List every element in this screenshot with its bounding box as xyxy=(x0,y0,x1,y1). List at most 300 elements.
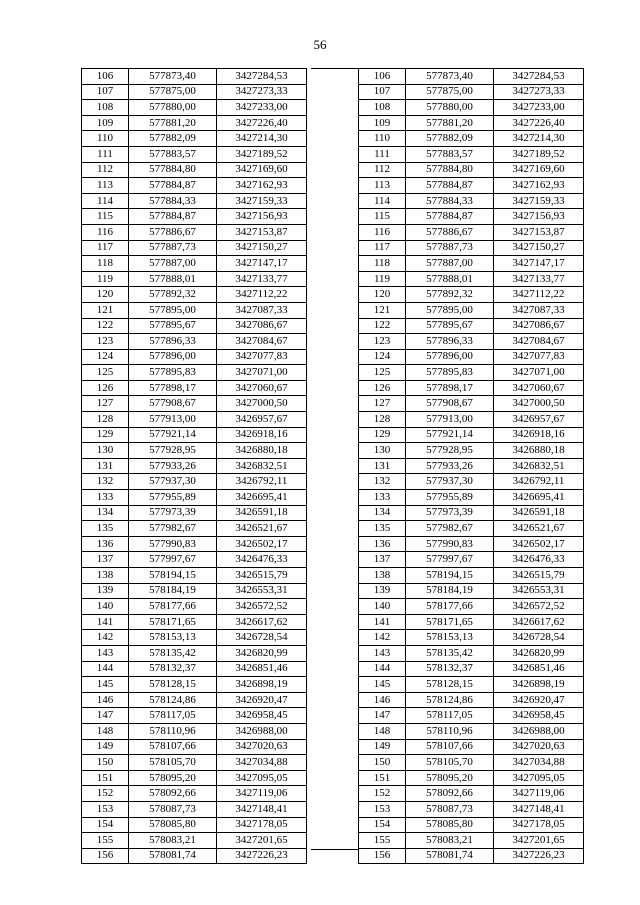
y-coordinate-cell: 3427178,05 xyxy=(494,817,584,833)
x-coordinate-cell: 577884,87 xyxy=(406,209,494,225)
point-number-cell: 129 xyxy=(359,427,406,443)
y-coordinate-cell: 3426617,62 xyxy=(217,614,307,630)
table-row xyxy=(359,677,584,693)
y-coordinate-cell: 3426515,79 xyxy=(217,568,307,584)
point-number-cell: 119 xyxy=(82,271,129,287)
point-number-cell: 146 xyxy=(359,692,406,708)
x-coordinate-cell: 577884,87 xyxy=(129,209,217,225)
y-coordinate-cell: 3427189,52 xyxy=(217,146,307,162)
table-row xyxy=(82,224,307,240)
x-coordinate-cell: 577895,67 xyxy=(129,318,217,334)
x-coordinate-cell: 577875,00 xyxy=(129,84,217,100)
table-row xyxy=(359,396,584,412)
y-coordinate-cell: 3427095,05 xyxy=(494,770,584,786)
table-row xyxy=(82,490,307,506)
x-coordinate-cell: 578184,19 xyxy=(406,583,494,599)
table-row xyxy=(82,817,307,833)
x-coordinate-cell: 577887,73 xyxy=(406,240,494,256)
point-number-cell: 114 xyxy=(359,193,406,209)
x-coordinate-cell: 577990,83 xyxy=(406,536,494,552)
y-coordinate-cell: 3427162,93 xyxy=(494,178,584,194)
table-row xyxy=(82,318,307,334)
y-coordinate-cell: 3427156,93 xyxy=(494,209,584,225)
y-coordinate-cell: 3427153,87 xyxy=(217,224,307,240)
y-coordinate-cell: 3427201,65 xyxy=(217,833,307,849)
table-row xyxy=(359,739,584,755)
table-row xyxy=(82,334,307,350)
x-coordinate-cell: 577892,32 xyxy=(129,287,217,303)
table-row xyxy=(82,443,307,459)
point-number-cell: 139 xyxy=(359,583,406,599)
point-number-cell: 139 xyxy=(82,583,129,599)
x-coordinate-cell: 577928,95 xyxy=(406,443,494,459)
x-coordinate-cell: 578092,66 xyxy=(406,786,494,802)
point-number-cell: 129 xyxy=(82,427,129,443)
table-row xyxy=(82,645,307,661)
y-coordinate-cell: 3427000,50 xyxy=(494,396,584,412)
table-row xyxy=(359,146,584,162)
y-coordinate-cell: 3427273,33 xyxy=(217,84,307,100)
point-number-cell: 152 xyxy=(82,786,129,802)
table-row xyxy=(82,833,307,849)
x-coordinate-cell: 577888,01 xyxy=(129,271,217,287)
x-coordinate-cell: 577892,32 xyxy=(406,287,494,303)
y-coordinate-cell: 3426898,19 xyxy=(494,677,584,693)
y-coordinate-cell: 3427226,23 xyxy=(494,848,584,864)
table-row xyxy=(82,146,307,162)
y-coordinate-cell: 3427148,41 xyxy=(494,801,584,817)
x-coordinate-cell: 577886,67 xyxy=(129,224,217,240)
y-coordinate-cell: 3426851,46 xyxy=(217,661,307,677)
point-number-cell: 125 xyxy=(359,365,406,381)
point-number-cell: 112 xyxy=(359,162,406,178)
x-coordinate-cell: 578083,21 xyxy=(129,833,217,849)
point-number-cell: 151 xyxy=(82,770,129,786)
y-coordinate-cell: 3427233,00 xyxy=(494,100,584,116)
x-coordinate-cell: 578107,66 xyxy=(406,739,494,755)
coordinates-table-left xyxy=(81,68,307,864)
y-coordinate-cell: 3427226,23 xyxy=(217,848,307,864)
x-coordinate-cell: 577880,00 xyxy=(406,100,494,116)
table-row xyxy=(82,302,307,318)
point-number-cell: 114 xyxy=(82,193,129,209)
point-number-cell: 135 xyxy=(82,521,129,537)
x-coordinate-cell: 577881,20 xyxy=(129,115,217,131)
table-row xyxy=(82,770,307,786)
point-number-cell: 155 xyxy=(82,833,129,849)
table-row xyxy=(82,755,307,771)
x-coordinate-cell: 578085,80 xyxy=(406,817,494,833)
x-coordinate-cell: 577928,95 xyxy=(129,443,217,459)
y-coordinate-cell: 3427162,93 xyxy=(217,178,307,194)
point-number-cell: 142 xyxy=(359,630,406,646)
y-coordinate-cell: 3427112,22 xyxy=(494,287,584,303)
table-row xyxy=(359,692,584,708)
point-number-cell: 118 xyxy=(82,256,129,272)
y-coordinate-cell: 3427273,33 xyxy=(494,84,584,100)
y-coordinate-cell: 3426515,79 xyxy=(494,568,584,584)
y-coordinate-cell: 3426728,54 xyxy=(494,630,584,646)
y-coordinate-cell: 3427214,30 xyxy=(494,131,584,147)
y-coordinate-cell: 3427077,83 xyxy=(494,349,584,365)
y-coordinate-cell: 3426572,52 xyxy=(494,599,584,615)
x-coordinate-cell: 577873,40 xyxy=(129,69,217,85)
y-coordinate-cell: 3426792,11 xyxy=(494,474,584,490)
y-coordinate-cell: 3427077,83 xyxy=(217,349,307,365)
x-coordinate-cell: 578194,15 xyxy=(406,568,494,584)
y-coordinate-cell: 3426851,46 xyxy=(494,661,584,677)
table-row xyxy=(359,69,584,85)
x-coordinate-cell: 578194,15 xyxy=(129,568,217,584)
point-number-cell: 136 xyxy=(82,536,129,552)
y-coordinate-cell: 3426898,19 xyxy=(217,677,307,693)
point-number-cell: 116 xyxy=(82,224,129,240)
y-coordinate-cell: 3426920,47 xyxy=(217,692,307,708)
point-number-cell: 115 xyxy=(82,209,129,225)
table-row xyxy=(82,599,307,615)
point-number-cell: 148 xyxy=(82,723,129,739)
point-number-cell: 119 xyxy=(359,271,406,287)
point-number-cell: 126 xyxy=(359,380,406,396)
y-coordinate-cell: 3427112,22 xyxy=(217,287,307,303)
point-number-cell: 156 xyxy=(82,848,129,864)
y-coordinate-cell: 3427150,27 xyxy=(494,240,584,256)
point-number-cell: 142 xyxy=(82,630,129,646)
point-number-cell: 147 xyxy=(359,708,406,724)
x-coordinate-cell: 577982,67 xyxy=(129,521,217,537)
table-row xyxy=(82,458,307,474)
point-number-cell: 153 xyxy=(82,801,129,817)
point-number-cell: 149 xyxy=(82,739,129,755)
y-coordinate-cell: 3427087,33 xyxy=(217,302,307,318)
table-row xyxy=(359,334,584,350)
table-row xyxy=(359,848,584,864)
x-coordinate-cell: 578087,73 xyxy=(129,801,217,817)
table-row xyxy=(359,833,584,849)
table-row xyxy=(359,115,584,131)
y-coordinate-cell: 3427000,50 xyxy=(217,396,307,412)
x-coordinate-cell: 578110,96 xyxy=(129,723,217,739)
table-row xyxy=(82,84,307,100)
x-coordinate-cell: 577884,33 xyxy=(129,193,217,209)
point-number-cell: 133 xyxy=(82,490,129,506)
point-number-cell: 128 xyxy=(82,412,129,428)
y-coordinate-cell: 3427169,60 xyxy=(217,162,307,178)
table-row xyxy=(359,583,584,599)
x-coordinate-cell: 578105,70 xyxy=(129,755,217,771)
point-number-cell: 155 xyxy=(359,833,406,849)
table-row xyxy=(359,708,584,724)
table-row xyxy=(359,349,584,365)
y-coordinate-cell: 3427226,40 xyxy=(494,115,584,131)
y-coordinate-cell: 3426553,31 xyxy=(217,583,307,599)
y-coordinate-cell: 3426988,00 xyxy=(494,723,584,739)
table-row xyxy=(82,536,307,552)
y-coordinate-cell: 3427119,06 xyxy=(494,786,584,802)
x-coordinate-cell: 578081,74 xyxy=(129,848,217,864)
x-coordinate-cell: 577883,57 xyxy=(406,146,494,162)
point-number-cell: 137 xyxy=(82,552,129,568)
table-row xyxy=(359,755,584,771)
y-coordinate-cell: 3426820,99 xyxy=(494,645,584,661)
x-coordinate-cell: 577875,00 xyxy=(406,84,494,100)
x-coordinate-cell: 578087,73 xyxy=(406,801,494,817)
x-coordinate-cell: 578105,70 xyxy=(406,755,494,771)
y-coordinate-cell: 3427147,17 xyxy=(217,256,307,272)
x-coordinate-cell: 577955,89 xyxy=(129,490,217,506)
point-number-cell: 120 xyxy=(82,287,129,303)
x-coordinate-cell: 577982,67 xyxy=(406,521,494,537)
x-coordinate-cell: 577884,80 xyxy=(129,162,217,178)
point-number-cell: 134 xyxy=(82,505,129,521)
point-number-cell: 113 xyxy=(359,178,406,194)
point-number-cell: 117 xyxy=(359,240,406,256)
y-coordinate-cell: 3427119,06 xyxy=(217,786,307,802)
x-coordinate-cell: 577880,00 xyxy=(129,100,217,116)
y-coordinate-cell: 3427071,00 xyxy=(494,365,584,381)
y-coordinate-cell: 3426832,51 xyxy=(494,458,584,474)
point-number-cell: 120 xyxy=(359,287,406,303)
x-coordinate-cell: 578085,80 xyxy=(129,817,217,833)
x-coordinate-cell: 577973,39 xyxy=(406,505,494,521)
point-number-cell: 111 xyxy=(359,146,406,162)
y-coordinate-cell: 3427226,40 xyxy=(217,115,307,131)
x-coordinate-cell: 578128,15 xyxy=(406,677,494,693)
x-coordinate-cell: 578177,66 xyxy=(129,599,217,615)
x-coordinate-cell: 577913,00 xyxy=(406,412,494,428)
x-coordinate-cell: 578177,66 xyxy=(406,599,494,615)
x-coordinate-cell: 577887,00 xyxy=(406,256,494,272)
table-row xyxy=(82,271,307,287)
table-row xyxy=(82,396,307,412)
y-coordinate-cell: 3426591,18 xyxy=(217,505,307,521)
y-coordinate-cell: 3427133,77 xyxy=(494,271,584,287)
table-row xyxy=(359,209,584,225)
table-row xyxy=(82,380,307,396)
y-coordinate-cell: 3427087,33 xyxy=(494,302,584,318)
x-coordinate-cell: 578092,66 xyxy=(129,786,217,802)
x-coordinate-cell: 578171,65 xyxy=(129,614,217,630)
y-coordinate-cell: 3427150,27 xyxy=(217,240,307,256)
x-coordinate-cell: 577883,57 xyxy=(129,146,217,162)
x-coordinate-cell: 577888,01 xyxy=(406,271,494,287)
x-coordinate-cell: 578153,13 xyxy=(406,630,494,646)
table-row xyxy=(82,801,307,817)
y-coordinate-cell: 3426957,67 xyxy=(494,412,584,428)
table-row xyxy=(82,552,307,568)
y-coordinate-cell: 3427189,52 xyxy=(494,146,584,162)
x-coordinate-cell: 577913,00 xyxy=(129,412,217,428)
y-coordinate-cell: 3426502,17 xyxy=(217,536,307,552)
x-coordinate-cell: 577933,26 xyxy=(129,458,217,474)
x-coordinate-cell: 578171,65 xyxy=(406,614,494,630)
y-coordinate-cell: 3426920,47 xyxy=(494,692,584,708)
y-coordinate-cell: 3427034,88 xyxy=(217,755,307,771)
y-coordinate-cell: 3426918,16 xyxy=(217,427,307,443)
x-coordinate-cell: 577973,39 xyxy=(129,505,217,521)
x-coordinate-cell: 577887,73 xyxy=(129,240,217,256)
table-row xyxy=(82,287,307,303)
point-number-cell: 130 xyxy=(359,443,406,459)
y-coordinate-cell: 3427148,41 xyxy=(217,801,307,817)
table-row xyxy=(359,318,584,334)
x-coordinate-cell: 577884,33 xyxy=(406,193,494,209)
point-number-cell: 153 xyxy=(359,801,406,817)
point-number-cell: 138 xyxy=(82,568,129,584)
y-coordinate-cell: 3426880,18 xyxy=(494,443,584,459)
x-coordinate-cell: 577886,67 xyxy=(406,224,494,240)
table-row xyxy=(359,645,584,661)
y-coordinate-cell: 3426820,99 xyxy=(217,645,307,661)
table-row xyxy=(359,630,584,646)
x-coordinate-cell: 578095,20 xyxy=(129,770,217,786)
x-coordinate-cell: 577896,33 xyxy=(406,334,494,350)
x-coordinate-cell: 578135,42 xyxy=(129,645,217,661)
y-coordinate-cell: 3427060,67 xyxy=(217,380,307,396)
x-coordinate-cell: 577921,14 xyxy=(406,427,494,443)
point-number-cell: 122 xyxy=(82,318,129,334)
point-number-cell: 107 xyxy=(359,84,406,100)
table-row xyxy=(359,84,584,100)
point-number-cell: 109 xyxy=(359,115,406,131)
point-number-cell: 132 xyxy=(82,474,129,490)
table-row xyxy=(359,271,584,287)
point-number-cell: 151 xyxy=(359,770,406,786)
point-number-cell: 106 xyxy=(359,69,406,85)
point-number-cell: 144 xyxy=(359,661,406,677)
point-number-cell: 108 xyxy=(82,100,129,116)
y-coordinate-cell: 3426553,31 xyxy=(494,583,584,599)
point-number-cell: 115 xyxy=(359,209,406,225)
x-coordinate-cell: 578081,74 xyxy=(406,848,494,864)
x-coordinate-cell: 577896,00 xyxy=(129,349,217,365)
x-coordinate-cell: 577881,20 xyxy=(406,115,494,131)
x-coordinate-cell: 577895,00 xyxy=(406,302,494,318)
point-number-cell: 130 xyxy=(82,443,129,459)
x-coordinate-cell: 577887,00 xyxy=(129,256,217,272)
point-number-cell: 117 xyxy=(82,240,129,256)
y-coordinate-cell: 3426958,45 xyxy=(494,708,584,724)
point-number-cell: 145 xyxy=(82,677,129,693)
x-coordinate-cell: 577895,83 xyxy=(406,365,494,381)
point-number-cell: 121 xyxy=(82,302,129,318)
table-row xyxy=(359,224,584,240)
table-row xyxy=(359,443,584,459)
table-row xyxy=(359,536,584,552)
y-coordinate-cell: 3427020,63 xyxy=(494,739,584,755)
y-coordinate-cell: 3426521,67 xyxy=(494,521,584,537)
y-coordinate-cell: 3427201,65 xyxy=(494,833,584,849)
point-number-cell: 140 xyxy=(359,599,406,615)
y-coordinate-cell: 3427084,67 xyxy=(494,334,584,350)
table-row xyxy=(359,162,584,178)
y-coordinate-cell: 3426988,00 xyxy=(217,723,307,739)
table-row xyxy=(82,786,307,802)
y-coordinate-cell: 3427095,05 xyxy=(217,770,307,786)
y-coordinate-cell: 3426957,67 xyxy=(217,412,307,428)
point-number-cell: 150 xyxy=(82,755,129,771)
y-coordinate-cell: 3427086,67 xyxy=(494,318,584,334)
point-number-cell: 127 xyxy=(359,396,406,412)
y-coordinate-cell: 3427159,33 xyxy=(217,193,307,209)
y-coordinate-cell: 3426958,45 xyxy=(217,708,307,724)
table-row xyxy=(82,708,307,724)
table-row xyxy=(359,661,584,677)
point-number-cell: 106 xyxy=(82,69,129,85)
point-number-cell: 124 xyxy=(82,349,129,365)
point-number-cell: 135 xyxy=(359,521,406,537)
y-coordinate-cell: 3426695,41 xyxy=(494,490,584,506)
point-number-cell: 152 xyxy=(359,786,406,802)
table-row xyxy=(82,115,307,131)
y-coordinate-cell: 3427159,33 xyxy=(494,193,584,209)
y-coordinate-cell: 3427147,17 xyxy=(494,256,584,272)
x-coordinate-cell: 577896,00 xyxy=(406,349,494,365)
x-coordinate-cell: 577898,17 xyxy=(129,380,217,396)
table-row xyxy=(82,568,307,584)
table-row xyxy=(359,490,584,506)
point-number-cell: 121 xyxy=(359,302,406,318)
point-number-cell: 136 xyxy=(359,536,406,552)
y-coordinate-cell: 3427284,53 xyxy=(494,69,584,85)
table-row xyxy=(82,256,307,272)
table-row xyxy=(82,661,307,677)
table-row xyxy=(82,630,307,646)
x-coordinate-cell: 577882,09 xyxy=(129,131,217,147)
point-number-cell: 125 xyxy=(82,365,129,381)
table-row xyxy=(359,178,584,194)
point-number-cell: 127 xyxy=(82,396,129,412)
x-coordinate-cell: 578132,37 xyxy=(406,661,494,677)
table-row xyxy=(359,412,584,428)
table-row xyxy=(82,692,307,708)
x-coordinate-cell: 577937,30 xyxy=(129,474,217,490)
y-coordinate-cell: 3426617,62 xyxy=(494,614,584,630)
table-row xyxy=(82,349,307,365)
x-coordinate-cell: 578184,19 xyxy=(129,583,217,599)
table-row xyxy=(359,100,584,116)
x-coordinate-cell: 578153,13 xyxy=(129,630,217,646)
x-coordinate-cell: 577990,83 xyxy=(129,536,217,552)
x-coordinate-cell: 578135,42 xyxy=(406,645,494,661)
y-coordinate-cell: 3426792,11 xyxy=(217,474,307,490)
y-coordinate-cell: 3427034,88 xyxy=(494,755,584,771)
point-number-cell: 147 xyxy=(82,708,129,724)
y-coordinate-cell: 3427086,67 xyxy=(217,318,307,334)
table-row xyxy=(82,677,307,693)
y-coordinate-cell: 3427178,05 xyxy=(217,817,307,833)
table-row xyxy=(82,178,307,194)
point-number-cell: 123 xyxy=(82,334,129,350)
point-number-cell: 113 xyxy=(82,178,129,194)
table-row xyxy=(359,817,584,833)
point-number-cell: 132 xyxy=(359,474,406,490)
x-coordinate-cell: 577997,67 xyxy=(406,552,494,568)
table-row xyxy=(359,599,584,615)
table-row xyxy=(82,848,307,864)
point-number-cell: 116 xyxy=(359,224,406,240)
point-number-cell: 154 xyxy=(359,817,406,833)
table-row xyxy=(359,801,584,817)
y-coordinate-cell: 3427071,00 xyxy=(217,365,307,381)
table-row xyxy=(82,365,307,381)
point-number-cell: 146 xyxy=(82,692,129,708)
point-number-cell: 123 xyxy=(359,334,406,350)
x-coordinate-cell: 578132,37 xyxy=(129,661,217,677)
table-row xyxy=(82,209,307,225)
y-coordinate-cell: 3427284,53 xyxy=(217,69,307,85)
x-coordinate-cell: 577896,33 xyxy=(129,334,217,350)
